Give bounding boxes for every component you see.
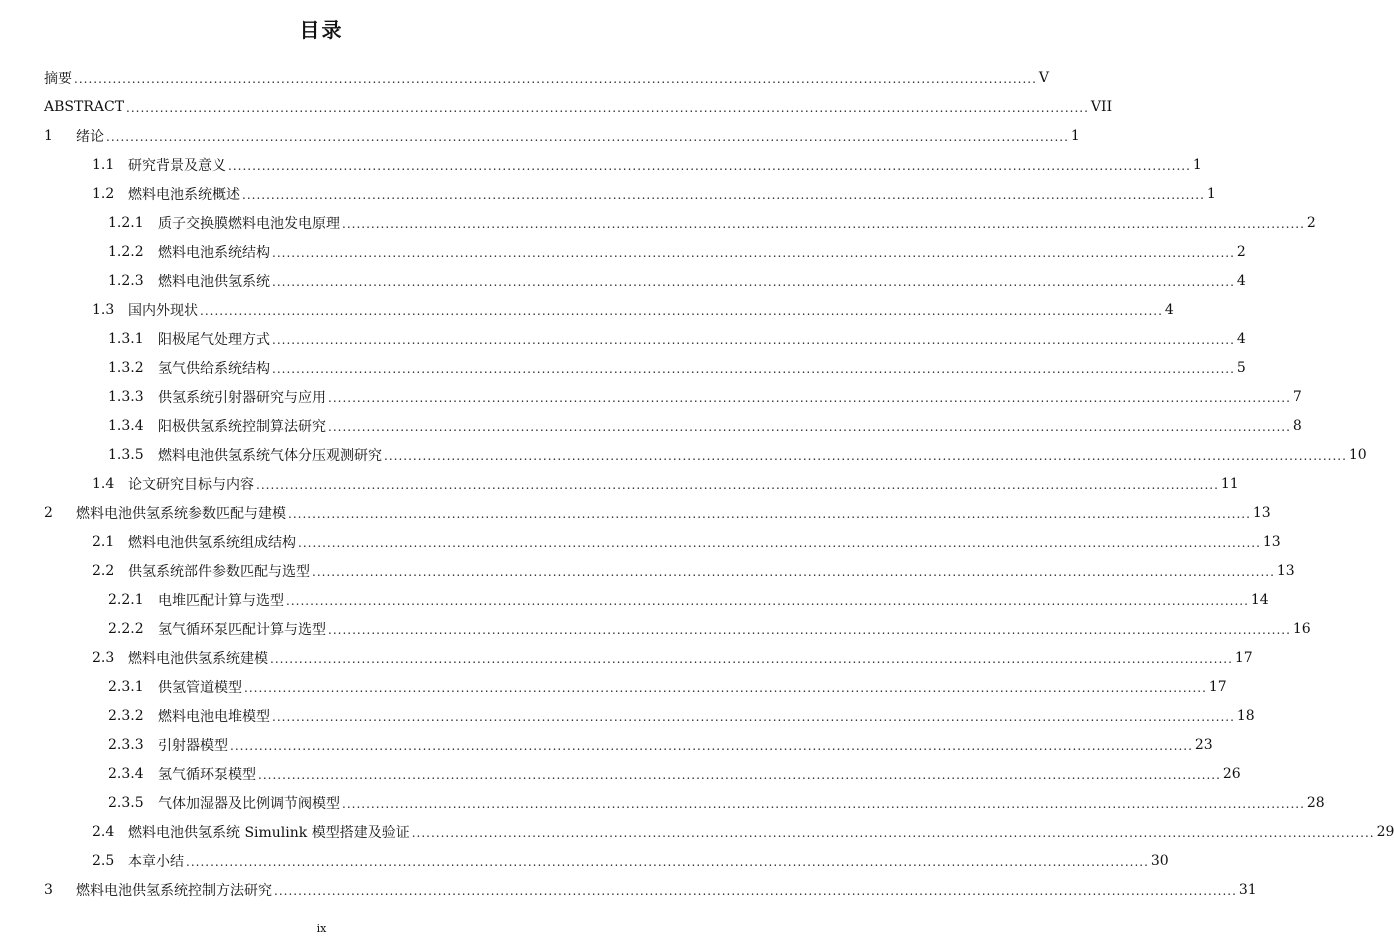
toc-entry[interactable] <box>0 817 1394 846</box>
toc-entry-label: 氢气循环泵匹配计算与选型 <box>158 621 326 638</box>
dot-leader: ........................................................................................................................................................................................................ <box>256 478 1219 492</box>
toc-entry-page: 2 <box>1306 214 1316 231</box>
toc-entry-page: 18 <box>1236 707 1255 724</box>
dot-leader: ........................................................................................................................................................................................................ <box>272 710 1235 724</box>
toc-entry-number: 2.3 <box>92 649 115 666</box>
dot-leader: ........................................................................................................................................................................................................ <box>298 536 1261 550</box>
toc-entry[interactable] <box>0 382 1302 411</box>
toc-entry[interactable] <box>0 324 1246 353</box>
toc-entry-number: 2 <box>44 504 53 521</box>
toc-entry-label: 燃料电池供氢系统 <box>158 273 270 290</box>
toc-entry-number: 1.3.2 <box>108 359 144 376</box>
toc-entry-page: 4 <box>1236 272 1246 289</box>
toc-entry-number: 1.3.3 <box>108 388 144 405</box>
dot-leader: ........................................................................................................................................................................................................ <box>126 101 1089 115</box>
toc-entry-label: 燃料电池供氢系统组成结构 <box>128 534 296 551</box>
toc-entry-number: 1.2.2 <box>108 243 144 260</box>
toc-entry-label: 引射器模型 <box>158 737 228 754</box>
toc-entry-page: 26 <box>1222 765 1241 782</box>
dot-leader: ........................................................................................................................................................................................................ <box>272 275 1235 289</box>
toc-entry-label: 供氢管道模型 <box>158 679 242 696</box>
dot-leader: ........................................................................................................................................................................................................ <box>74 72 1037 86</box>
toc-entry-number: 2.1 <box>92 533 115 550</box>
toc-entry-number: 2.4 <box>92 823 115 840</box>
toc-entry-page: 2 <box>1236 243 1246 260</box>
toc-entry-label: 电堆匹配计算与选型 <box>158 592 284 609</box>
toc-entry-label: 氢气供给系统结构 <box>158 360 270 377</box>
toc-entry-number: 1.3 <box>92 301 115 318</box>
toc-entry[interactable] <box>0 179 1216 208</box>
toc-entry[interactable] <box>0 846 1169 875</box>
toc-entry-page: 30 <box>1150 852 1169 869</box>
toc-entry[interactable] <box>0 614 1311 643</box>
dot-leader: ........................................................................................................................................................................................................ <box>242 188 1205 202</box>
toc-entry-number: 2.3.3 <box>108 736 144 753</box>
dot-leader: ........................................................................................................................................................................................................ <box>272 362 1235 376</box>
toc-entry-label: 供氢系统部件参数匹配与选型 <box>128 563 310 580</box>
page-number: ix <box>316 922 327 935</box>
toc-entry-page: 13 <box>1252 504 1271 521</box>
toc-entry-page: 17 <box>1234 649 1253 666</box>
toc-entry-page: 1 <box>1206 185 1216 202</box>
toc-entry[interactable] <box>0 353 1246 382</box>
toc-entry[interactable] <box>0 527 1281 556</box>
toc-entry-number: 1.3.4 <box>108 417 144 434</box>
toc-entry-page: V <box>1038 69 1050 86</box>
dot-leader: ........................................................................................................................................................................................................ <box>272 246 1235 260</box>
dot-leader: ........................................................................................................................................................................................................ <box>342 797 1305 811</box>
dot-leader: ........................................................................................................................................................................................................ <box>312 565 1275 579</box>
toc-entry-page: 7 <box>1292 388 1302 405</box>
toc-entry[interactable] <box>0 875 1257 904</box>
toc-entry-label: 研究背景及意义 <box>128 157 226 174</box>
toc-entry-page: 14 <box>1250 591 1269 608</box>
toc-entry-page: 5 <box>1236 359 1246 376</box>
toc-entry[interactable] <box>0 672 1227 701</box>
dot-leader: ........................................................................................................................................................................................................ <box>270 652 1233 666</box>
dot-leader: ........................................................................................................................................................................................................ <box>244 681 1207 695</box>
dot-leader: ........................................................................................................................................................................................................ <box>258 768 1221 782</box>
toc-entry[interactable] <box>0 295 1174 324</box>
toc-entry-number: 1.4 <box>92 475 115 492</box>
toc-entry-label: 燃料电池供氢系统 Simulink 模型搭建及验证 <box>128 824 410 841</box>
toc-entry-label: 绪论 <box>76 128 104 145</box>
toc-entry-label: 供氢系统引射器研究与应用 <box>158 389 326 406</box>
toc-entry-label: 气体加湿器及比例调节阀模型 <box>158 795 340 812</box>
toc-entry[interactable] <box>0 759 1241 788</box>
toc-entry-number: 1 <box>44 127 53 144</box>
toc-entry[interactable] <box>0 411 1302 440</box>
toc-entry-label: 燃料电池供氢系统参数匹配与建模 <box>76 505 286 522</box>
dot-leader: ........................................................................................................................................................................................................ <box>200 304 1163 318</box>
toc-entry-label: ABSTRACT <box>44 98 125 115</box>
toc-entry-page: 4 <box>1236 330 1246 347</box>
toc-entry-number: 1.3.5 <box>108 446 144 463</box>
toc-entry[interactable] <box>0 150 1202 179</box>
toc-entry-page: 31 <box>1238 881 1257 898</box>
toc-entry-label: 燃料电池系统结构 <box>158 244 270 261</box>
toc-entry-number: 1.3.1 <box>108 330 144 347</box>
toc-entry-number: 2.2.1 <box>108 591 144 608</box>
toc-entry-number: 2.3.2 <box>108 707 144 724</box>
dot-leader: ........................................................................................................................................................................................................ <box>274 884 1237 898</box>
toc-entry-label: 质子交换膜燃料电池发电原理 <box>158 215 340 232</box>
toc-entry[interactable] <box>0 266 1246 295</box>
toc-entry-page: 10 <box>1348 446 1367 463</box>
toc-entry-number: 1.2.3 <box>108 272 144 289</box>
toc-entry-page: 17 <box>1208 678 1227 695</box>
dot-leader: ........................................................................................................................................................................................................ <box>230 739 1193 753</box>
toc-entry-label: 燃料电池供氢系统控制方法研究 <box>76 882 272 899</box>
dot-leader: ........................................................................................................................................................................................................ <box>272 333 1235 347</box>
toc-entry-page: 13 <box>1276 562 1295 579</box>
dot-leader: ........................................................................................................................................................................................................ <box>328 623 1291 637</box>
toc-entry-label: 氢气循环泵模型 <box>158 766 256 783</box>
toc-entry[interactable] <box>0 788 1325 817</box>
dot-leader: ........................................................................................................................................................................................................ <box>328 391 1291 405</box>
toc-entry-number: 2.5 <box>92 852 115 869</box>
toc-entry[interactable] <box>0 237 1246 266</box>
toc-entry-label: 阳极尾气处理方式 <box>158 331 270 348</box>
toc-entry-label: 燃料电池系统概述 <box>128 186 240 203</box>
dot-leader: ........................................................................................................................................................................................................ <box>328 420 1291 434</box>
toc-entry-page: 11 <box>1220 475 1239 492</box>
dot-leader: ........................................................................................................................................................................................................ <box>186 855 1149 869</box>
toc-entry-number: 2.3.4 <box>108 765 144 782</box>
toc-entry-label: 燃料电池供氢系统气体分压观测研究 <box>158 447 382 464</box>
dot-leader: ........................................................................................................................................................................................................ <box>411 826 1375 840</box>
toc-entry[interactable] <box>0 208 1316 237</box>
toc-entry-number: 1.1 <box>92 156 115 173</box>
toc-entry[interactable] <box>0 92 1113 121</box>
dot-leader: ........................................................................................................................................................................................................ <box>228 159 1191 173</box>
toc-entry-label: 阳极供氢系统控制算法研究 <box>158 418 326 435</box>
toc-entry-label: 摘要 <box>44 70 72 87</box>
toc-entry[interactable] <box>0 63 1050 92</box>
toc-entry-number: 2.2.2 <box>108 620 144 637</box>
toc-entry-page: VII <box>1090 98 1113 115</box>
toc-entry-page: 29 <box>1376 823 1394 840</box>
toc-entry-number: 2.3.1 <box>108 678 144 695</box>
toc-entry-page: 8 <box>1292 417 1302 434</box>
toc-entry-page: 1 <box>1070 127 1080 144</box>
dot-leader: ........................................................................................................................................................................................................ <box>286 594 1249 608</box>
toc-entry-number: 1.2.1 <box>108 214 144 231</box>
toc-entry-label: 燃料电池电堆模型 <box>158 708 270 725</box>
toc-entry-label: 燃料电池供氢系统建模 <box>128 650 268 667</box>
toc-entry-label: 论文研究目标与内容 <box>128 476 254 493</box>
toc-entry-page: 23 <box>1194 736 1213 753</box>
toc-entry-number: 3 <box>44 881 53 898</box>
toc-entry-label: 国内外现状 <box>128 302 198 319</box>
toc-entry[interactable] <box>0 701 1255 730</box>
toc-entry[interactable] <box>0 585 1269 614</box>
toc-entry-page: 13 <box>1262 533 1281 550</box>
toc-entry[interactable] <box>0 121 1080 150</box>
toc-entry-label: 本章小结 <box>128 853 184 870</box>
dot-leader: ........................................................................................................................................................................................................ <box>288 507 1251 521</box>
toc-entry[interactable] <box>0 498 1271 527</box>
toc-entry-number: 2.2 <box>92 562 115 579</box>
toc-entry[interactable] <box>0 730 1213 759</box>
toc-entry[interactable] <box>0 556 1295 585</box>
toc-entry[interactable] <box>0 643 1253 672</box>
toc-entry-page: 16 <box>1292 620 1311 637</box>
toc-entry-number: 2.3.5 <box>108 794 144 811</box>
toc-entry-page: 4 <box>1164 301 1174 318</box>
dot-leader: ........................................................................................................................................................................................................ <box>342 217 1305 231</box>
toc-entry-page: 1 <box>1192 156 1202 173</box>
dot-leader: ........................................................................................................................................................................................................ <box>106 130 1069 144</box>
toc-entry[interactable] <box>0 440 1367 469</box>
toc-entry-number: 1.2 <box>92 185 115 202</box>
dot-leader: ........................................................................................................................................................................................................ <box>384 449 1347 463</box>
page-title: 目录 <box>299 18 344 42</box>
toc-entry[interactable] <box>0 469 1239 498</box>
toc-entry-page: 28 <box>1306 794 1325 811</box>
